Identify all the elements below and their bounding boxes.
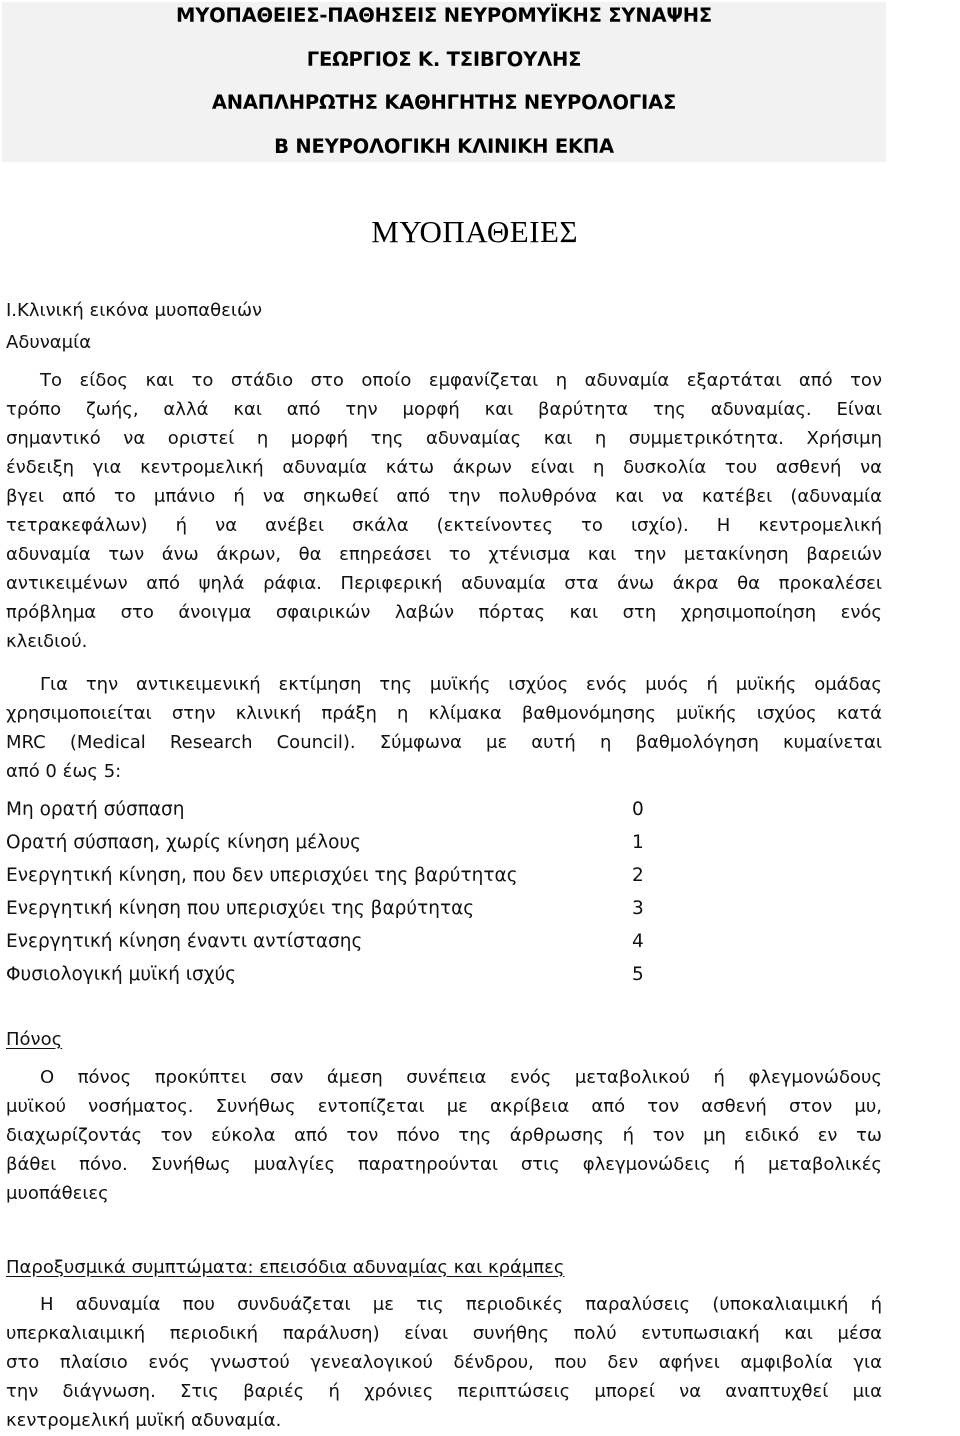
weakness-line: σημαντικό να οριστεί η μορφή της αδυναμίας και η συμμετρικότητα. Χρήσιμη	[6, 428, 882, 449]
paroxysmal-line: Η αδυναμία που συνδυάζεται με τις περιοδικές παραλύσεις (υποκαλιαιμική ή	[40, 1294, 882, 1315]
paroxysmal-line: κεντρομελική μυϊκή αδυναμία.	[6, 1410, 282, 1431]
mrc-scale-row	[6, 797, 646, 823]
mrc-scale-label: Ορατή σύσπαση, χωρίς κίνηση μέλους	[6, 832, 362, 853]
weakness-line: βγει από το μπάνιο ή να σηκωθεί από την πολυθρόνα και να κατέβει (αδυναμία	[6, 486, 882, 507]
weakness-line: αδυναμία των άνω άκρων, θα επηρεάσει το χτένισμα και την μετακίνηση βαρειών	[6, 544, 882, 565]
mrc-scale-value: 4	[632, 931, 644, 952]
mrc-scale-row	[6, 863, 646, 889]
pain-line: διαχωρίζοντάς τον εύκολα από τον πόνο της άρθρωσης ή τον μη ειδικό εν τω	[6, 1125, 882, 1146]
mrc-line: MRC (Medical Research Council). Σύμφωνα με αυτή η βαθμολόγηση κυμαίνεται	[6, 732, 882, 753]
pain-line: Ο πόνος προκύπτει σαν άμεση συνέπεια ενός μεταβολικού ή φλεγμονώδους	[40, 1067, 882, 1088]
weakness-line: αντικειμένων από ψηλά ράφια. Περιφερική αδυναμία στα άνω άκρα θα προκαλέσει	[6, 573, 882, 594]
mrc-scale-row	[6, 929, 646, 955]
mrc-scale-label: Φυσιολογική μυϊκή ισχύς	[6, 964, 237, 985]
weakness-line: τετρακεφάλων) ή να ανέβει σκάλα (εκτείνοντες το ισχίο). Η κεντρομελική	[6, 515, 882, 536]
pain-line: μυϊκού νοσήματος. Συνήθως εντοπίζεται με ακρίβεια από τον ασθενή στον μυ,	[6, 1096, 882, 1117]
weakness-line: κλειδιού.	[6, 631, 88, 652]
mrc-scale-row	[6, 962, 646, 988]
author-affiliation: Β ΝΕΥΡΟΛΟΓΙΚΗ ΚΛΙΝΙΚΗ ΕΚΠΑ	[274, 135, 614, 158]
mrc-scale-label: Ενεργητική κίνηση, που δεν υπερισχύει της βαρύτητας	[6, 865, 518, 886]
mrc-scale-value: 1	[632, 832, 644, 853]
document-title: ΜΥΟΠΑΘΕΙΕΣ-ΠΑΘΗΣΕΙΣ ΝΕΥΡΟΜΥΪΚΗΣ ΣΥΝΑΨΗΣ	[176, 4, 712, 27]
author-position: ΑΝΑΠΛΗΡΩΤΗΣ ΚΑΘΗΓΗΤΗΣ ΝΕΥΡΟΛΟΓΙΑΣ	[211, 91, 677, 114]
author-name: ΓΕΩΡΓΙΟΣ Κ. ΤΣΙΒΓΟΥΛΗΣ	[306, 48, 582, 71]
mrc-line: Για την αντικειμενική εκτίμηση της μυϊκής ισχύος ενός μυός ή μυϊκής ομάδας	[40, 674, 882, 695]
mrc-line: από 0 έως 5:	[6, 761, 122, 782]
pain-heading: Πόνος	[6, 1029, 63, 1050]
pain-line: μυοπάθειες	[6, 1183, 109, 1204]
paroxysmal-line: στο πλαίσιο ενός γνωστού γενεαλογικού δένδρου, που δεν αφήνει αμφιβολία για	[6, 1352, 882, 1373]
mrc-scale-value: 2	[632, 865, 644, 886]
mrc-scale-value: 5	[632, 964, 644, 985]
weakness-line: Το είδος και το στάδιο στο οποίο εμφανίζεται η αδυναμία εξαρτάται από τον	[40, 370, 882, 391]
mrc-scale-label: Ενεργητική κίνηση που υπερισχύει της βαρύτητας	[6, 898, 475, 919]
mrc-scale-label: Μη ορατή σύσπαση	[6, 799, 185, 820]
weakness-line: ένδειξη για κεντρομελική αδυναμία κάτω άκρων είναι η δυσκολία του ασθενή να	[6, 457, 882, 478]
mrc-line: χρησιμοποιείται στην κλινική πράξη η κλίμακα βαθμονόμησης μυϊκής ισχύος κατά	[6, 703, 882, 724]
paroxysmal-line: την διάγνωση. Στις βαριές ή χρόνιες περιπτώσεις μπορεί να αναπτυχθεί μια	[6, 1381, 882, 1402]
section-title: ΜΥΟΠΑΘΕΙΕΣ	[371, 214, 578, 249]
subsection-heading: Ι.Κλινική εικόνα μυοπαθειών	[6, 300, 263, 321]
mrc-scale-value: 3	[632, 898, 644, 919]
paroxysmal-line: υπερκαλιαιμική περιοδική παράλυση) είναι συνήθης πολύ εντυπωσιακή και μέσα	[6, 1323, 882, 1344]
mrc-scale-value: 0	[632, 799, 644, 820]
weakness-heading: Αδυναμία	[6, 332, 92, 353]
pain-line: βάθει πόνο. Συνήθως μυαλγίες παρατηρούνται στις φλεγμονώδεις ή μεταβολικές	[6, 1154, 882, 1175]
paroxysmal-heading: Παροξυσμικά συμπτώματα: επεισόδια αδυναμίας και κράμπες	[6, 1257, 565, 1278]
mrc-scale-row	[6, 830, 646, 856]
mrc-scale-row	[6, 896, 646, 922]
weakness-line: πρόβλημα στο άνοιγμα σφαιρικών λαβών πόρτας και στη χρησιμοποίηση ενός	[6, 602, 882, 623]
mrc-scale-label: Ενεργητική κίνηση έναντι αντίστασης	[6, 931, 363, 952]
weakness-line: τρόπο ζωής, αλλά και από την μορφή και βαρύτητα της αδυναμίας. Είναι	[6, 399, 882, 420]
